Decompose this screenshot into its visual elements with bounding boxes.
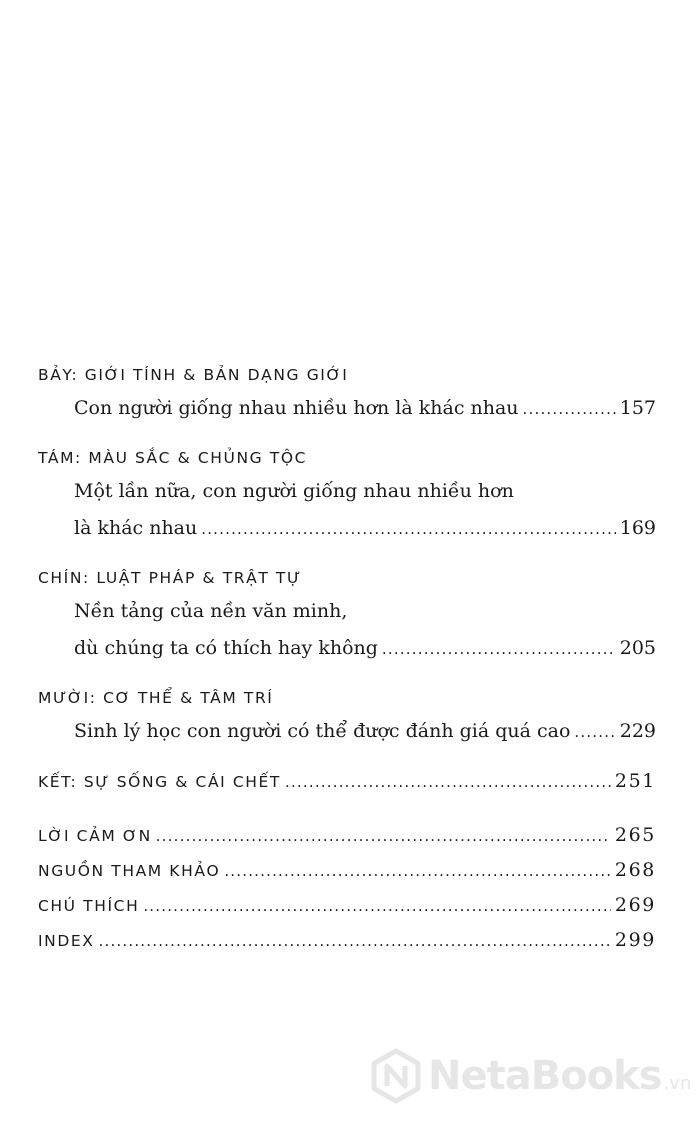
chapter-heading: BẢY: GIỚI TÍNH & BẢN DẠNG GIỚI xyxy=(38,366,349,384)
page-number: 205 xyxy=(619,637,656,659)
page-number: 265 xyxy=(614,824,656,846)
page-number: 299 xyxy=(614,929,656,951)
chapter-heading: CHÍN: LUẬT PHÁP & TRẬT TỰ xyxy=(38,569,302,587)
back-matter-label: INDEX xyxy=(38,932,95,950)
toc-entry-line xyxy=(38,818,656,853)
toc-entry-line xyxy=(38,888,656,923)
dot-leader xyxy=(99,924,611,959)
watermark-brand: NetaBooks xyxy=(428,1053,662,1099)
toc-chapter-8 xyxy=(38,443,656,547)
watermark-suffix: .vn xyxy=(663,1072,692,1094)
back-matter-label: NGUỒN THAM KHẢO xyxy=(38,862,221,880)
chapter-subtitle: dù chúng ta có thích hay không xyxy=(74,637,378,659)
back-matter-label: LỜI CẢM ƠN xyxy=(38,827,152,845)
chapter-heading: KẾT: SỰ SỐNG & CÁI CHẾT xyxy=(38,773,281,791)
dot-leader xyxy=(201,511,615,548)
netabooks-watermark xyxy=(368,1048,691,1104)
toc-chapter-7 xyxy=(38,360,656,427)
toc-chapter-10 xyxy=(38,683,656,750)
page-number: 268 xyxy=(614,859,656,881)
chapter-subtitle: Sinh lý học con người có thể được đánh giá quá cao xyxy=(74,720,571,742)
page-number: 229 xyxy=(619,720,656,742)
chapter-heading: TÁM: MÀU SẮC & CHỦNG TỘC xyxy=(38,449,308,467)
toc-entry-line xyxy=(38,923,656,958)
toc-entry-line xyxy=(38,630,656,667)
back-matter-label: CHÚ THÍCH xyxy=(38,897,140,915)
dot-leader xyxy=(143,889,611,924)
toc-chapter-9 xyxy=(38,563,656,667)
dot-leader xyxy=(285,767,611,797)
dot-leader xyxy=(382,631,616,668)
page-number: 269 xyxy=(614,894,656,916)
chapter-subtitle: Một lần nữa, con người giống nhau nhiều hơn xyxy=(74,480,514,502)
toc-entry-line xyxy=(38,853,656,888)
dot-leader xyxy=(156,819,611,854)
chapter-heading: MƯỜI: CƠ THỂ & TÂM TRÍ xyxy=(38,689,274,707)
dot-leader xyxy=(523,391,616,428)
chapter-subtitle: Nền tảng của nền văn minh, xyxy=(74,600,348,622)
dot-leader xyxy=(574,714,615,751)
chapter-subtitle: Con người giống nhau nhiều hơn là khác nhau xyxy=(74,397,519,419)
toc-entry-line xyxy=(38,510,656,547)
toc-conclusion xyxy=(38,766,656,796)
chapter-subtitle: là khác nhau xyxy=(74,517,198,539)
table-of-contents xyxy=(38,360,656,958)
dot-leader xyxy=(224,854,611,889)
toc-entry-line xyxy=(38,713,656,750)
toc-entry-line xyxy=(38,390,656,427)
netabooks-logo-icon xyxy=(368,1048,424,1104)
page-number: 251 xyxy=(614,770,656,792)
page-number: 157 xyxy=(619,397,656,419)
toc-entry-line xyxy=(38,766,656,796)
toc-back-matter xyxy=(38,818,656,958)
page-number: 169 xyxy=(619,517,656,539)
